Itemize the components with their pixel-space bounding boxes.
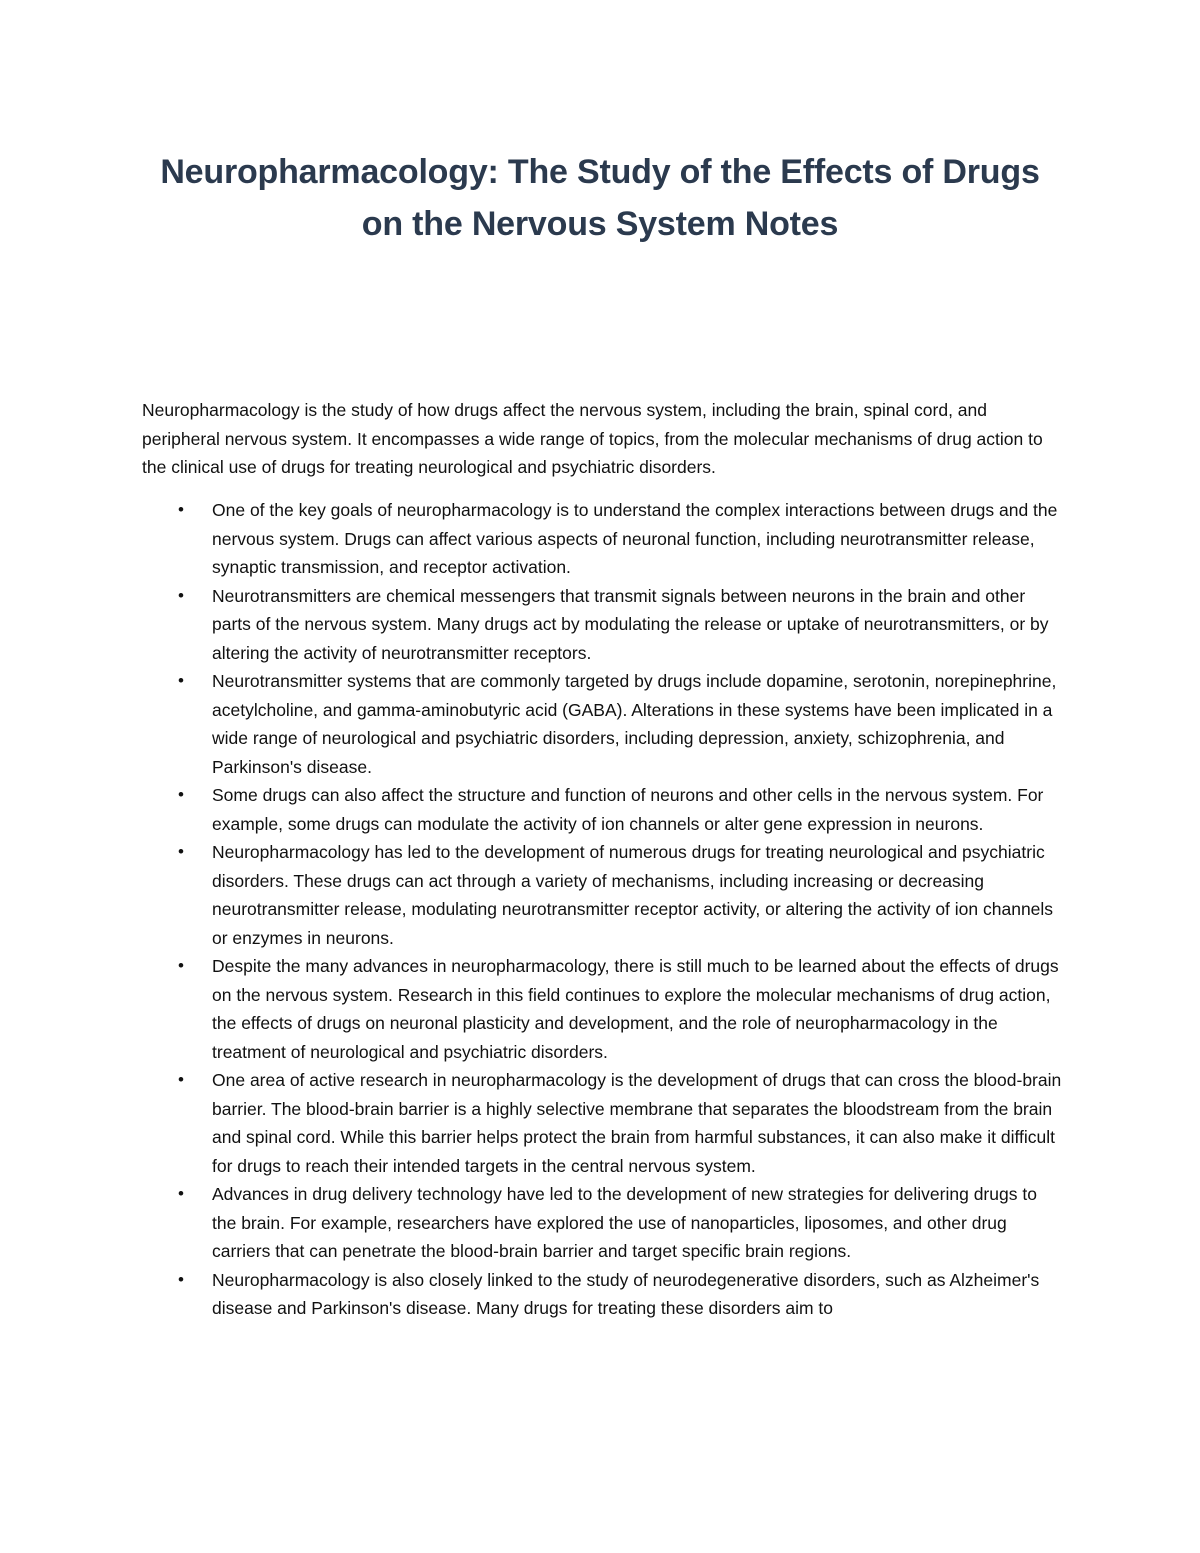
bullet-icon: • <box>178 671 184 690</box>
list-item <box>142 1266 1062 1323</box>
list-item <box>142 1066 1062 1180</box>
bullet-icon: • <box>178 956 184 975</box>
list-item-text: Neuropharmacology is also closely linked to the study of neurodegenerative disorders, such as Alzheimer's disease and Parkinson's disease. Many drugs for treating these disorders aim to <box>212 1269 1040 1318</box>
list-item-text: One area of active research in neuropharmacology is the development of drugs that can cross the blood-brain barrier. The blood-brain barrier is a highly selective membrane that separates the bloodstream from the brain and spinal cord. While this barrier helps protect the brain from harmful substances, it can also make it difficult for drugs to reach their intended targets in the central nervous system. <box>212 1070 1062 1176</box>
bullet-icon: • <box>178 785 184 804</box>
bullet-icon: • <box>178 585 184 605</box>
list-item-text: Some drugs can also affect the structure and function of neurons and other cells in the nervous system. For example, some drugs can modulate the activity of ion channels or alter gene expression in neurons. <box>212 785 1044 834</box>
list-item <box>142 496 1062 582</box>
bullet-icon: • <box>178 1070 184 1089</box>
list-item-text: One of the key goals of neuropharmacology is to understand the complex interactions between drugs and the nervous system. Drugs can affect various aspects of neuronal function, including neurotransmitter release, synaptic transmission, and receptor activation. <box>212 500 1058 577</box>
bullet-icon: • <box>178 1269 184 1289</box>
list-item-text: Despite the many advances in neuropharmacology, there is still much to be learned about the effects of drugs on the nervous system. Research in this field continues to explore the molecular mechanisms of drug action, the effects of drugs on neuronal plasticity and development, and the role of neuropharmacology in the treatment of neurological and psychiatric disorders. <box>212 956 1059 1062</box>
list-item <box>142 781 1062 838</box>
document-title: Neuropharmacology: The Study of the Effects of Drugs on the Nervous System Notes <box>160 153 1040 243</box>
list-item <box>142 952 1062 1066</box>
list-item-text: Advances in drug delivery technology have led to the development of new strategies for delivering drugs to the brain. For example, researchers have explored the use of nanoparticles, liposomes, and other drug carriers that can penetrate the blood-brain barrier and target specific brain regions. <box>212 1184 1037 1261</box>
bullet-icon: • <box>178 842 184 861</box>
intro-paragraph: Neuropharmacology is the study of how drugs affect the nervous system, including the brain, spinal cord, and peripheral nervous system. It encompasses a wide range of topics, from the molecular mechanisms of drug action to the clinical use of drugs for treating neurological and psychiatric disorders. <box>142 400 1043 477</box>
list-item-text: Neurotransmitters are chemical messengers that transmit signals between neurons in the brain and other parts of the nervous system. Many drugs act by modulating the release or uptake of neurotransmitters, or by altering the activity of neurotransmitter receptors. <box>212 585 1049 663</box>
list-item <box>142 667 1062 781</box>
list-item <box>142 582 1062 668</box>
list-item-text: Neurotransmitter systems that are commonly targeted by drugs include dopamine, serotonin, norepinephrine, acetylcholine, and gamma-aminobutyric acid (GABA). Alterations in these systems have been implicated in a wide range of neurological and psychiatric disorders, including depression, anxiety, schizophrenia, and Parkinson's disease. <box>212 671 1057 777</box>
list-item-text: Neuropharmacology has led to the development of numerous drugs for treating neurological and psychiatric disorders. These drugs can act through a variety of mechanisms, including increasing or decreasing neurotransmitter release, modulating neurotransmitter receptor activity, or altering the activity of ion channels or enzymes in neurons. <box>212 842 1054 948</box>
bullet-list <box>142 496 1062 1323</box>
list-item <box>142 1180 1062 1266</box>
bullet-icon: • <box>178 1184 184 1203</box>
list-item <box>142 838 1062 952</box>
bullet-icon: • <box>178 500 184 519</box>
